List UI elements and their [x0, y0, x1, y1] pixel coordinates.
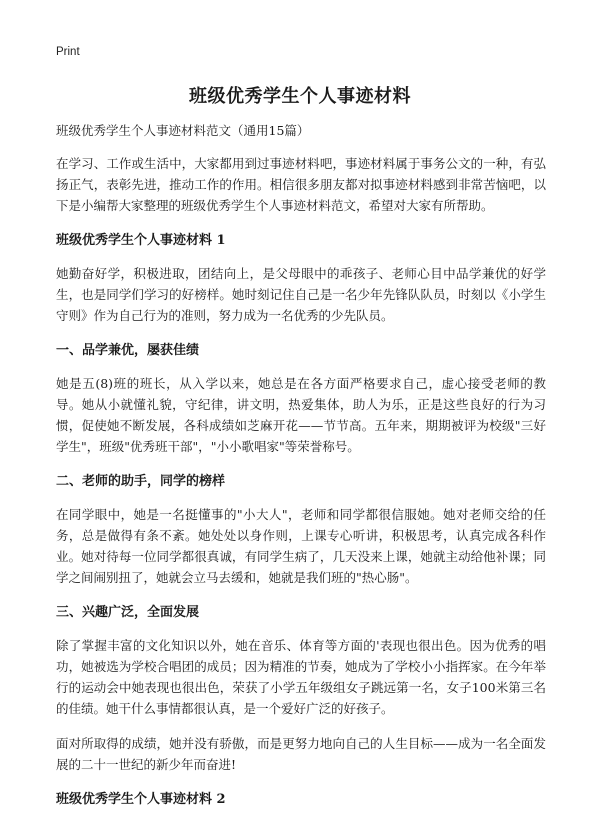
intro-paragraph: 在学习、工作或生活中，大家都用到过事迹材料吧，事迹材料属于事务公文的一种，有弘扬正气，表彰先进，推动工作的作用。相信很多朋友都对拟事迹材料感到非常苦恼吧，以下是小编帮大家整理的班级优秀学生个人事迹材料范文，希望对大家有所帮助。	[56, 156, 546, 213]
section-3-paragraph: 除了掌握丰富的文化知识以外，她在音乐、体育等方面的'表现也很出色。因为优秀的唱功，她被选为学校合唱团的成员；因为精准的节奏，她成为了学校小小指挥家。在今年举行的运动会中她表现也很出色，荣获了小学五年级组女子跳远第一名，女子100米第三名的佳绩。她干什么事情都很认真，是一个爱好广泛的好孩子。	[56, 638, 546, 716]
section-2-heading: 二、老师的助手，同学的榜样	[56, 474, 226, 489]
section-2-paragraph: 在同学眼中，她是一名挺懂事的"小大人"，老师和同学都很信服她。她对老师交给的任务，总是做得有条不紊。她处处以身作则，上课专心听讲，积极思考，认真完成各科作业。她对待每一位同学都很真诚，有同学生病了，几天没来上课，她就主动给他补课；同学之间闹别扭了，她就会立马去缓和，她就是我们班的"热心肠"。	[56, 507, 546, 585]
document-body	[56, 120, 546, 822]
article-2-heading: 班级优秀学生个人事迹材料 2	[56, 792, 226, 807]
page-title: 班级优秀学生个人事迹材料	[189, 86, 411, 107]
section-1-paragraph: 她是五(8)班的班长，从入学以来，她总是在各方面严格要求自己，虚心接受老师的教导。她从小就懂礼貌，守纪律，讲文明，热爱集体，助人为乐，正是这些良好的行为习惯，促使她不断发展，各科成绩如芝麻开花——节节高。五年来，期期被评为校级"三好学生"，班级"优秀班干部"，"小小歌唱家"等荣誉称号。	[56, 376, 546, 454]
section-1-heading: 一、品学兼优，屡获佳绩	[56, 343, 200, 358]
article-1-paragraph: 她勤奋好学，积极进取，团结向上，是父母眼中的乖孩子、老师心目中品学兼优的好学生，也是同学们学习的好榜样。她时刻记住自己是一名少年先锋队队员，时刻以《小学生守则》作为自己行为的准则，努力成为一名优秀的少先队员。	[56, 266, 546, 323]
document-subtitle: 班级优秀学生个人事迹材料范文（通用15篇）	[56, 123, 310, 138]
section-3-heading: 三、兴趣广泛，全面发展	[56, 605, 200, 620]
article-1-heading: 班级优秀学生个人事迹材料 1	[56, 233, 226, 248]
closing-paragraph: 面对所取得的成绩，她并没有骄傲，而是更努力地向自己的人生目标——成为一名全面发展的二十一世纪的新少年而奋进!	[56, 736, 546, 772]
print-link[interactable]: Print	[56, 46, 80, 58]
